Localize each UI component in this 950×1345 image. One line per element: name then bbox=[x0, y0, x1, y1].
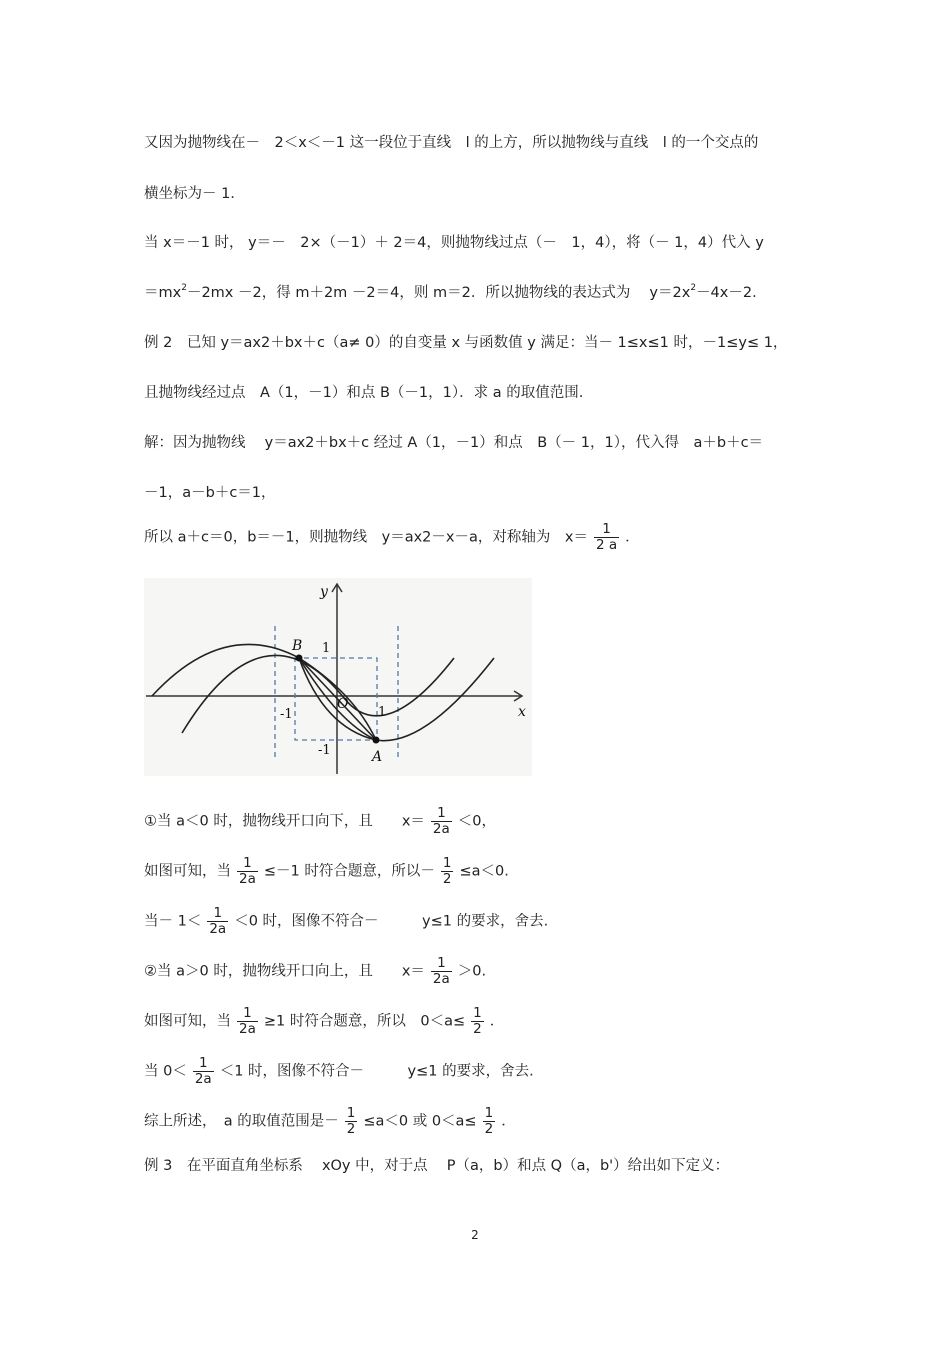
fraction bbox=[483, 1106, 496, 1137]
text-line bbox=[144, 1106, 516, 1137]
example-heading: 例 3 在平面直角坐标系 xOy 中，对于点 P（a，b）和点 Q（a，b'）给出如下定义： bbox=[144, 1158, 730, 1174]
tick-label-x-pos1: 1 bbox=[378, 705, 387, 720]
text-run: ≤a＜0 或 0＜a≤ bbox=[363, 1113, 477, 1130]
tick-label-y-neg1: -1 bbox=[318, 743, 331, 758]
text-line bbox=[144, 856, 509, 887]
numerator: 1 bbox=[594, 522, 619, 538]
text-line bbox=[144, 906, 548, 937]
denominator: 2a bbox=[432, 971, 450, 987]
denominator: 2a bbox=[194, 1071, 212, 1087]
denominator: 2 bbox=[442, 871, 452, 887]
text-line: 横坐标为－ 1． bbox=[144, 186, 245, 202]
point-a-label: A bbox=[372, 749, 383, 765]
text-line bbox=[144, 1056, 534, 1087]
text-line bbox=[144, 522, 640, 553]
text-line bbox=[144, 283, 767, 303]
numerator: 1 bbox=[193, 1056, 214, 1072]
y-axis-label: y bbox=[320, 584, 328, 600]
fraction bbox=[431, 806, 452, 837]
text-run: ＜1 时，图像不符合－ y≤1 的要求，舍去. bbox=[219, 1063, 534, 1080]
text-run: －4x－2． bbox=[696, 285, 767, 301]
fraction bbox=[441, 856, 454, 887]
example-heading: 例 2 已知 y＝ax2＋bx＋c（a≠ 0）的自变量 x 与函数值 y 满足：当－ 1≤x≤1 时，－1≤y≤ 1， bbox=[144, 335, 788, 351]
text-run: 当 0＜ bbox=[144, 1063, 187, 1080]
origin-label: O bbox=[337, 696, 349, 712]
denominator: 2 bbox=[484, 1121, 494, 1137]
text-run: 如图可知，当 bbox=[144, 863, 231, 880]
text-run: ①当 a＜0 时，抛物线开口向下，且 x＝ bbox=[144, 813, 425, 830]
parabola-figure bbox=[144, 578, 532, 776]
text-line: 当 x＝－1 时， y＝－ 2×（－1）＋ 2＝4，则抛物线过点（－ 1，4），将（－ 1，4）代入 y bbox=[144, 235, 764, 251]
fraction bbox=[207, 906, 228, 937]
numerator: 1 bbox=[484, 1105, 494, 1121]
text-line bbox=[144, 806, 496, 837]
denominator: 2a bbox=[239, 871, 256, 887]
fraction bbox=[431, 956, 452, 987]
denominator: 2 a bbox=[595, 537, 618, 553]
point-a-dot bbox=[373, 737, 380, 744]
fraction bbox=[237, 1006, 258, 1037]
denominator: 2 bbox=[473, 1021, 482, 1037]
text-run: ②当 a＞0 时，抛物线开口向上，且 x＝ bbox=[144, 963, 425, 980]
tick-label-y-pos1: 1 bbox=[322, 641, 331, 656]
fraction bbox=[345, 1106, 358, 1137]
superscript: 2 bbox=[690, 283, 697, 293]
numerator: 1 bbox=[237, 856, 258, 872]
numerator: 1 bbox=[207, 906, 228, 922]
fraction bbox=[471, 1006, 484, 1037]
text-run: 综上所述， a 的取值范围是－ bbox=[144, 1113, 339, 1130]
text-run: ＜0， bbox=[457, 813, 497, 830]
tick-label-x-neg1: -1 bbox=[280, 707, 293, 722]
denominator: 2a bbox=[239, 1021, 256, 1037]
denominator: 2a bbox=[209, 921, 227, 937]
point-b-dot bbox=[296, 655, 303, 662]
text-line: 又因为抛物线在－ 2＜x＜－1 这一段位于直线 l 的上方，所以抛物线与直线 l 的一个交点的 bbox=[144, 135, 759, 151]
x-axis-label: x bbox=[518, 704, 526, 720]
text-line: 解：因为抛物线 y＝ax2＋bx＋c 经过 A（1，－1）和点 B（－ 1，1），代入得 a＋b＋c＝ bbox=[144, 435, 764, 451]
text-run: ． bbox=[501, 1113, 516, 1130]
numerator: 1 bbox=[431, 956, 452, 972]
text-run: ＞0. bbox=[457, 963, 487, 980]
numerator: 1 bbox=[237, 1006, 258, 1022]
numerator: 1 bbox=[442, 855, 452, 871]
page-number: 2 bbox=[471, 1228, 479, 1242]
text-line bbox=[144, 956, 486, 987]
superscript: 2 bbox=[181, 283, 187, 293]
fraction bbox=[594, 522, 619, 553]
text-run: ＝mx bbox=[144, 285, 182, 301]
text-line: －1，a－b＋c＝1， bbox=[144, 485, 276, 501]
text-run: 当－ 1＜ bbox=[144, 913, 202, 930]
text-run: 如图可知，当 bbox=[144, 1013, 231, 1030]
denominator: 2a bbox=[432, 821, 450, 837]
point-b-label: B bbox=[292, 638, 303, 654]
text-line bbox=[144, 1006, 504, 1037]
text-run: ≤－1 时符合题意，所以－ bbox=[263, 863, 435, 880]
text-run: ≥1 时符合题意，所以 0＜a≤ bbox=[263, 1013, 466, 1030]
text-run: 所以 a＋c＝0，b＝－1，则抛物线 y＝ax2－x－a，对称轴为 x＝ bbox=[144, 529, 588, 546]
text-run: ． bbox=[489, 1013, 505, 1030]
text-run: ． bbox=[625, 529, 640, 546]
text-run: －2mx －2，得 m＋2m －2＝4，则 m＝2．所以抛物线的表达式为 y＝2x bbox=[186, 285, 691, 301]
parabola-1 bbox=[182, 655, 454, 733]
parabola-graph bbox=[144, 578, 532, 776]
text-run: ≤a＜0. bbox=[459, 863, 509, 880]
denominator: 2 bbox=[346, 1121, 356, 1137]
text-run: ＜0 时，图像不符合－ y≤1 的要求，舍去. bbox=[234, 913, 549, 930]
numerator: 1 bbox=[431, 806, 452, 822]
numerator: 1 bbox=[346, 1105, 356, 1121]
fraction bbox=[193, 1056, 214, 1087]
text-line: 且抛物线经过点 A（1，－1）和点 B（－1，1）．求 a 的取值范围. bbox=[144, 385, 584, 401]
fraction bbox=[237, 856, 258, 887]
numerator: 1 bbox=[473, 1005, 482, 1021]
